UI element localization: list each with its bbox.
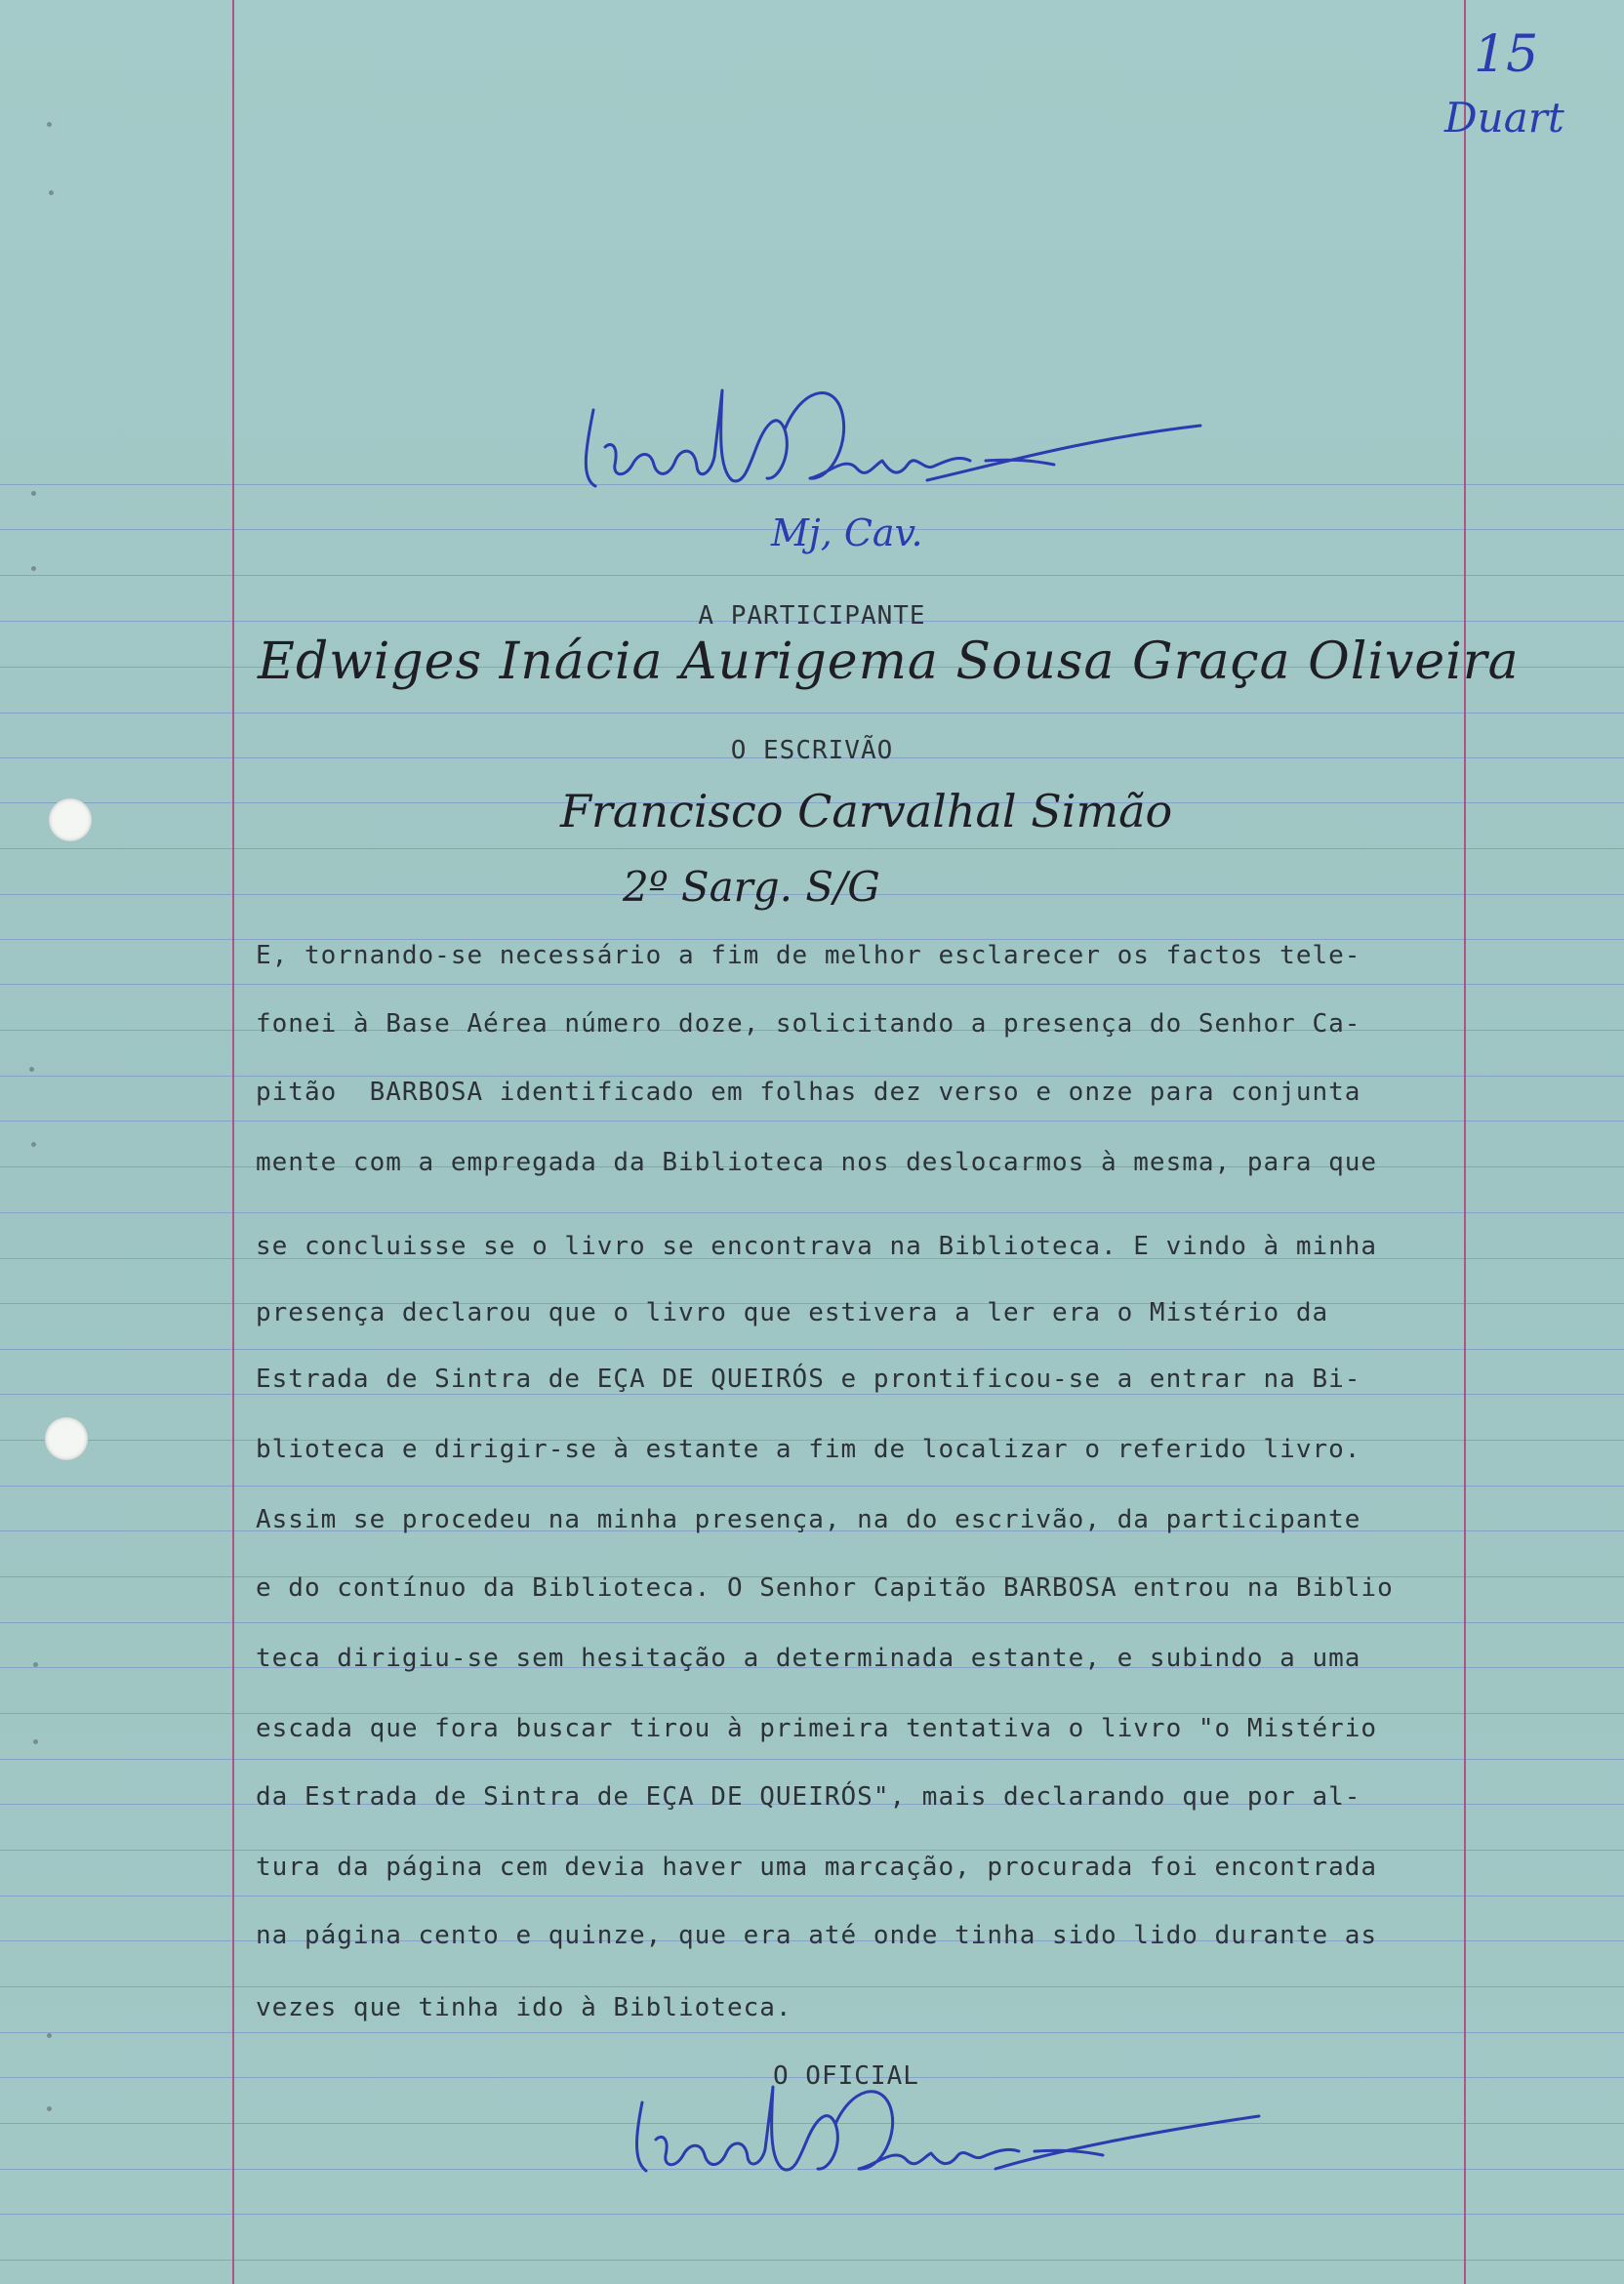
ruled-line xyxy=(0,984,1624,985)
body-line: fonei à Base Aérea número doze, solicitando a presença do Senhor Ca- xyxy=(256,1009,1361,1039)
body-line: Estrada de Sintra de EÇA DE QUEIRÓS e prontificou-se a entrar na Bi- xyxy=(256,1365,1361,1394)
edge-speck xyxy=(29,1067,34,1072)
body-line: presença declarou que o livro que estivera a ler era o Mistério da xyxy=(256,1298,1329,1327)
participante-label: A PARTICIPANTE xyxy=(698,601,926,631)
body-line: na página cento e quinze, que era até onde tinha sido lido durante as xyxy=(256,1921,1378,1950)
body-line: teca dirigiu-se sem hesitação a determinada estante, e subindo a uma xyxy=(256,1644,1361,1673)
ruled-line xyxy=(0,575,1624,576)
right-margin-line xyxy=(1464,0,1466,2284)
officer-rank: Mj, Cav. xyxy=(771,511,923,554)
edge-speck xyxy=(49,190,54,195)
body-line: se concluisse se o livro se encontrava na Biblioteca. E vindo à minha xyxy=(256,1232,1378,1261)
edge-speck xyxy=(31,566,36,571)
escrivao-rank: 2º Sarg. S/G xyxy=(623,863,880,911)
body-line: pitão BARBOSA identificado em folhas dez verso e onze para conjunta xyxy=(256,1078,1361,1107)
page-number-initials: Duart xyxy=(1444,94,1564,142)
body-line: mente com a empregada da Biblioteca nos deslocarmos à mesma, para que xyxy=(256,1148,1378,1177)
punch-hole xyxy=(45,1417,88,1460)
edge-speck xyxy=(31,1142,36,1147)
ruled-line xyxy=(0,939,1624,940)
body-line: E, tornando-se necessário a fim de melhor esclarecer os factos tele- xyxy=(256,941,1361,970)
ruled-line xyxy=(0,2260,1624,2261)
edge-speck xyxy=(47,2106,52,2111)
edge-speck xyxy=(33,1662,38,1667)
body-line: Assim se procedeu na minha presença, na do escrivão, da participante xyxy=(256,1505,1361,1534)
ruled-line xyxy=(0,1076,1624,1077)
officer-signature-bottom xyxy=(625,2073,1269,2190)
body-line: e do contínuo da Biblioteca. O Senhor Capitão BARBOSA entrou na Biblio xyxy=(256,1573,1394,1603)
body-line: blioteca e dirigir-se à estante a fim de localizar o referido livro. xyxy=(256,1435,1361,1464)
edge-speck xyxy=(33,1739,38,1744)
body-line: vezes que tinha ido à Biblioteca. xyxy=(256,1993,792,2022)
punch-hole xyxy=(49,798,92,841)
ruled-line xyxy=(0,1212,1624,1213)
page-number: 15 xyxy=(1474,25,1539,84)
ruled-line xyxy=(0,1896,1624,1897)
participante-signature: Edwiges Inácia Aurigema Sousa Graça Oliveira xyxy=(258,632,1520,691)
body-line: tura da página cem devia haver uma marcação, procurada foi encontrada xyxy=(256,1853,1378,1882)
ruled-line xyxy=(0,2214,1624,2215)
edge-speck xyxy=(31,491,36,496)
ruled-line xyxy=(0,1486,1624,1487)
officer-signature-top xyxy=(576,371,1210,508)
body-line: da Estrada de Sintra de EÇA DE QUEIRÓS", mais declarando que por al- xyxy=(256,1782,1361,1812)
edge-speck xyxy=(47,2033,52,2038)
ruled-line xyxy=(0,1349,1624,1350)
left-margin-line xyxy=(232,0,234,2284)
body-line: escada que fora buscar tirou à primeira tentativa o livro "o Mistério xyxy=(256,1714,1378,1743)
edge-speck xyxy=(47,122,52,127)
ruled-line xyxy=(0,1850,1624,1851)
oficial-label: O OFICIAL xyxy=(773,2061,919,2091)
escrivao-label: O ESCRIVÃO xyxy=(730,736,894,765)
ruled-line xyxy=(0,1986,1624,1987)
ruled-line xyxy=(0,713,1624,714)
ruled-line xyxy=(0,1759,1624,1760)
ruled-line xyxy=(0,848,1624,849)
ruled-line xyxy=(0,1394,1624,1395)
ruled-line xyxy=(0,1622,1624,1623)
escrivao-signature: Francisco Carvalhal Simão xyxy=(560,785,1173,837)
ruled-line xyxy=(0,1121,1624,1122)
ruled-line xyxy=(0,2032,1624,2033)
